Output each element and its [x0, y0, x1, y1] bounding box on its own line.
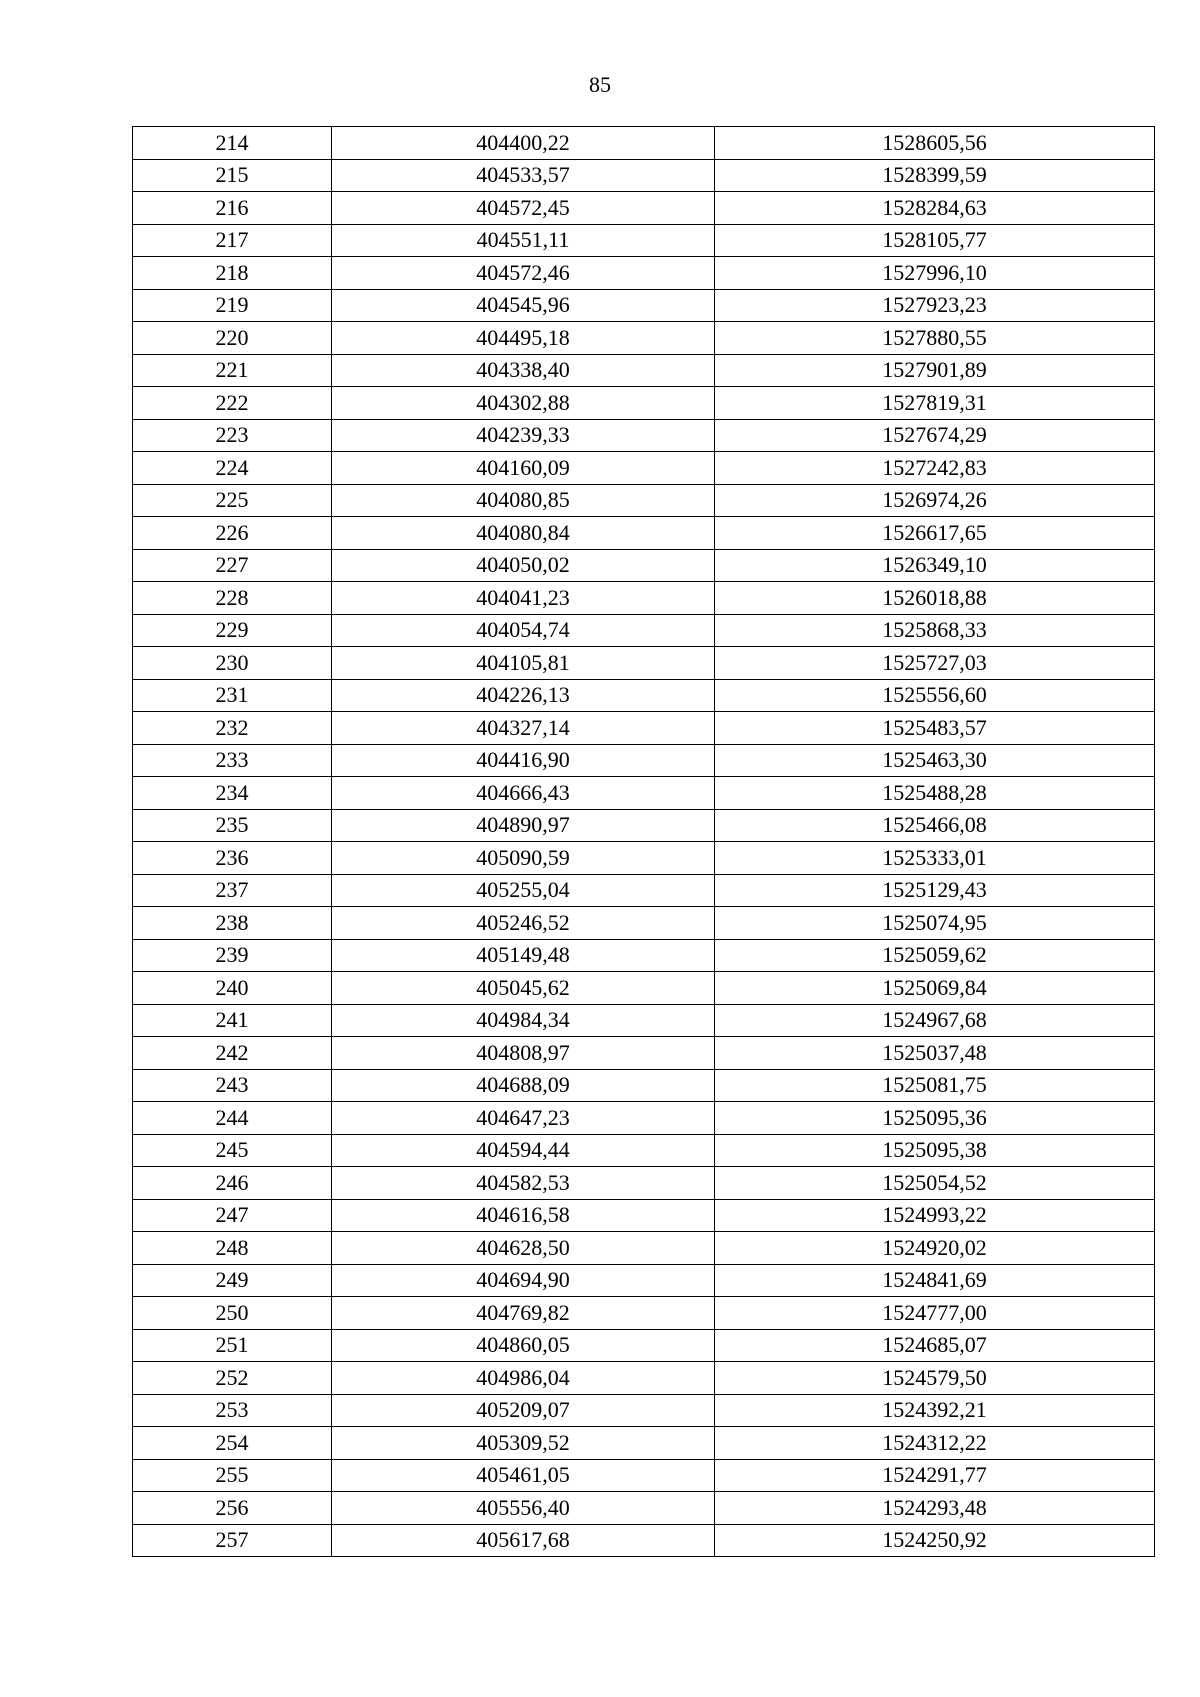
- point-number-cell: 247: [133, 1199, 332, 1232]
- point-number-cell: 255: [133, 1459, 332, 1492]
- table-row: [133, 679, 1155, 712]
- y-coordinate-cell: 1525868,33: [715, 614, 1155, 647]
- point-number-cell: 233: [133, 744, 332, 777]
- table-row: [133, 1297, 1155, 1330]
- x-coordinate-cell: 404984,34: [332, 1004, 715, 1037]
- table-row: [133, 354, 1155, 387]
- point-number-cell: 241: [133, 1004, 332, 1037]
- table-row: [133, 1004, 1155, 1037]
- point-number-cell: 222: [133, 387, 332, 420]
- coordinates-table: [132, 126, 1155, 1557]
- x-coordinate-cell: 404808,97: [332, 1037, 715, 1070]
- y-coordinate-cell: 1525081,75: [715, 1069, 1155, 1102]
- page-number: 85: [589, 72, 611, 97]
- table-row: [133, 582, 1155, 615]
- y-coordinate-cell: 1524993,22: [715, 1199, 1155, 1232]
- table-row: [133, 224, 1155, 257]
- x-coordinate-cell: 405617,68: [332, 1524, 715, 1557]
- x-coordinate-cell: 404860,05: [332, 1329, 715, 1362]
- table-row: [133, 517, 1155, 550]
- y-coordinate-cell: 1525333,01: [715, 842, 1155, 875]
- x-coordinate-cell: 404545,96: [332, 289, 715, 322]
- y-coordinate-cell: 1525069,84: [715, 972, 1155, 1005]
- point-number-cell: 224: [133, 452, 332, 485]
- y-coordinate-cell: 1525727,03: [715, 647, 1155, 680]
- table-row: [133, 127, 1155, 160]
- point-number-cell: 220: [133, 322, 332, 355]
- table-row: [133, 614, 1155, 647]
- x-coordinate-cell: 404239,33: [332, 419, 715, 452]
- y-coordinate-cell: 1524291,77: [715, 1459, 1155, 1492]
- x-coordinate-cell: 404890,97: [332, 809, 715, 842]
- y-coordinate-cell: 1524967,68: [715, 1004, 1155, 1037]
- point-number-cell: 252: [133, 1362, 332, 1395]
- table-row: [133, 1362, 1155, 1395]
- x-coordinate-cell: 405556,40: [332, 1492, 715, 1525]
- point-number-cell: 245: [133, 1134, 332, 1167]
- x-coordinate-cell: 404416,90: [332, 744, 715, 777]
- table-row: [133, 1459, 1155, 1492]
- x-coordinate-cell: 404080,85: [332, 484, 715, 517]
- y-coordinate-cell: 1525037,48: [715, 1037, 1155, 1070]
- point-number-cell: 257: [133, 1524, 332, 1557]
- x-coordinate-cell: 404327,14: [332, 712, 715, 745]
- table-row: [133, 939, 1155, 972]
- table-row: [133, 842, 1155, 875]
- x-coordinate-cell: 404551,11: [332, 224, 715, 257]
- point-number-cell: 215: [133, 159, 332, 192]
- y-coordinate-cell: 1527901,89: [715, 354, 1155, 387]
- y-coordinate-cell: 1524293,48: [715, 1492, 1155, 1525]
- table-row: [133, 809, 1155, 842]
- y-coordinate-cell: 1525556,60: [715, 679, 1155, 712]
- y-coordinate-cell: 1524777,00: [715, 1297, 1155, 1330]
- point-number-cell: 237: [133, 874, 332, 907]
- y-coordinate-cell: 1524392,21: [715, 1394, 1155, 1427]
- table-row: [133, 289, 1155, 322]
- x-coordinate-cell: 404666,43: [332, 777, 715, 810]
- point-number-cell: 253: [133, 1394, 332, 1427]
- point-number-cell: 232: [133, 712, 332, 745]
- point-number-cell: 228: [133, 582, 332, 615]
- x-coordinate-cell: 404050,02: [332, 549, 715, 582]
- y-coordinate-cell: 1524920,02: [715, 1232, 1155, 1265]
- x-coordinate-cell: 405255,04: [332, 874, 715, 907]
- y-coordinate-cell: 1525488,28: [715, 777, 1155, 810]
- point-number-cell: 248: [133, 1232, 332, 1265]
- table-row: [133, 777, 1155, 810]
- y-coordinate-cell: 1528105,77: [715, 224, 1155, 257]
- point-number-cell: 226: [133, 517, 332, 550]
- x-coordinate-cell: 404769,82: [332, 1297, 715, 1330]
- point-number-cell: 256: [133, 1492, 332, 1525]
- point-number-cell: 249: [133, 1264, 332, 1297]
- point-number-cell: 217: [133, 224, 332, 257]
- point-number-cell: 221: [133, 354, 332, 387]
- table-row: [133, 647, 1155, 680]
- point-number-cell: 239: [133, 939, 332, 972]
- x-coordinate-cell: 404647,23: [332, 1102, 715, 1135]
- x-coordinate-cell: 404041,23: [332, 582, 715, 615]
- table-row: [133, 1199, 1155, 1232]
- x-coordinate-cell: 404572,45: [332, 192, 715, 225]
- x-coordinate-cell: 404338,40: [332, 354, 715, 387]
- y-coordinate-cell: 1527242,83: [715, 452, 1155, 485]
- point-number-cell: 251: [133, 1329, 332, 1362]
- x-coordinate-cell: 404582,53: [332, 1167, 715, 1200]
- point-number-cell: 236: [133, 842, 332, 875]
- table-row: [133, 1492, 1155, 1525]
- y-coordinate-cell: 1526617,65: [715, 517, 1155, 550]
- x-coordinate-cell: 404628,50: [332, 1232, 715, 1265]
- table-row: [133, 387, 1155, 420]
- table-row: [133, 1232, 1155, 1265]
- table-row: [133, 1102, 1155, 1135]
- point-number-cell: 223: [133, 419, 332, 452]
- table-row: [133, 874, 1155, 907]
- x-coordinate-cell: 404986,04: [332, 1362, 715, 1395]
- y-coordinate-cell: 1524312,22: [715, 1427, 1155, 1460]
- point-number-cell: 230: [133, 647, 332, 680]
- x-coordinate-cell: 405209,07: [332, 1394, 715, 1427]
- table-row: [133, 1134, 1155, 1167]
- table-row: [133, 1037, 1155, 1070]
- x-coordinate-cell: 404594,44: [332, 1134, 715, 1167]
- table-row: [133, 159, 1155, 192]
- y-coordinate-cell: 1527880,55: [715, 322, 1155, 355]
- table-row: [133, 419, 1155, 452]
- y-coordinate-cell: 1525054,52: [715, 1167, 1155, 1200]
- y-coordinate-cell: 1524685,07: [715, 1329, 1155, 1362]
- y-coordinate-cell: 1524579,50: [715, 1362, 1155, 1395]
- x-coordinate-cell: 404533,57: [332, 159, 715, 192]
- y-coordinate-cell: 1527996,10: [715, 257, 1155, 290]
- x-coordinate-cell: 405149,48: [332, 939, 715, 972]
- y-coordinate-cell: 1525463,30: [715, 744, 1155, 777]
- table-row: [133, 1069, 1155, 1102]
- point-number-cell: 225: [133, 484, 332, 517]
- x-coordinate-cell: 405309,52: [332, 1427, 715, 1460]
- table-row: [133, 1167, 1155, 1200]
- y-coordinate-cell: 1525129,43: [715, 874, 1155, 907]
- point-number-cell: 214: [133, 127, 332, 160]
- y-coordinate-cell: 1527674,29: [715, 419, 1155, 452]
- table-row: [133, 192, 1155, 225]
- y-coordinate-cell: 1526018,88: [715, 582, 1155, 615]
- point-number-cell: 238: [133, 907, 332, 940]
- y-coordinate-cell: 1527819,31: [715, 387, 1155, 420]
- point-number-cell: 244: [133, 1102, 332, 1135]
- table-row: [133, 1264, 1155, 1297]
- x-coordinate-cell: 405090,59: [332, 842, 715, 875]
- point-number-cell: 234: [133, 777, 332, 810]
- y-coordinate-cell: 1525483,57: [715, 712, 1155, 745]
- table-row: [133, 452, 1155, 485]
- x-coordinate-cell: 404572,46: [332, 257, 715, 290]
- table-row: [133, 712, 1155, 745]
- x-coordinate-cell: 404694,90: [332, 1264, 715, 1297]
- table-row: [133, 322, 1155, 355]
- y-coordinate-cell: 1525095,36: [715, 1102, 1155, 1135]
- point-number-cell: 243: [133, 1069, 332, 1102]
- point-number-cell: 231: [133, 679, 332, 712]
- point-number-cell: 235: [133, 809, 332, 842]
- point-number-cell: 250: [133, 1297, 332, 1330]
- point-number-cell: 254: [133, 1427, 332, 1460]
- x-coordinate-cell: 404302,88: [332, 387, 715, 420]
- coordinates-table-body: [133, 127, 1155, 1557]
- table-row: [133, 1524, 1155, 1557]
- x-coordinate-cell: 404226,13: [332, 679, 715, 712]
- x-coordinate-cell: 404160,09: [332, 452, 715, 485]
- y-coordinate-cell: 1525095,38: [715, 1134, 1155, 1167]
- point-number-cell: 242: [133, 1037, 332, 1070]
- table-row: [133, 484, 1155, 517]
- x-coordinate-cell: 405246,52: [332, 907, 715, 940]
- point-number-cell: 240: [133, 972, 332, 1005]
- y-coordinate-cell: 1525074,95: [715, 907, 1155, 940]
- y-coordinate-cell: 1524250,92: [715, 1524, 1155, 1557]
- table-row: [133, 549, 1155, 582]
- x-coordinate-cell: 404080,84: [332, 517, 715, 550]
- y-coordinate-cell: 1525059,62: [715, 939, 1155, 972]
- x-coordinate-cell: 404616,58: [332, 1199, 715, 1232]
- table-row: [133, 972, 1155, 1005]
- x-coordinate-cell: 404495,18: [332, 322, 715, 355]
- y-coordinate-cell: 1524841,69: [715, 1264, 1155, 1297]
- point-number-cell: 229: [133, 614, 332, 647]
- y-coordinate-cell: 1526349,10: [715, 549, 1155, 582]
- table-row: [133, 1427, 1155, 1460]
- y-coordinate-cell: 1525466,08: [715, 809, 1155, 842]
- point-number-cell: 246: [133, 1167, 332, 1200]
- table-row: [133, 907, 1155, 940]
- y-coordinate-cell: 1528399,59: [715, 159, 1155, 192]
- point-number-cell: 218: [133, 257, 332, 290]
- x-coordinate-cell: 404054,74: [332, 614, 715, 647]
- point-number-cell: 227: [133, 549, 332, 582]
- x-coordinate-cell: 404688,09: [332, 1069, 715, 1102]
- point-number-cell: 219: [133, 289, 332, 322]
- table-row: [133, 744, 1155, 777]
- x-coordinate-cell: 404105,81: [332, 647, 715, 680]
- x-coordinate-cell: 405461,05: [332, 1459, 715, 1492]
- x-coordinate-cell: 405045,62: [332, 972, 715, 1005]
- table-row: [133, 1329, 1155, 1362]
- table-row: [133, 257, 1155, 290]
- y-coordinate-cell: 1528605,56: [715, 127, 1155, 160]
- x-coordinate-cell: 404400,22: [332, 127, 715, 160]
- y-coordinate-cell: 1527923,23: [715, 289, 1155, 322]
- y-coordinate-cell: 1526974,26: [715, 484, 1155, 517]
- table-row: [133, 1394, 1155, 1427]
- point-number-cell: 216: [133, 192, 332, 225]
- y-coordinate-cell: 1528284,63: [715, 192, 1155, 225]
